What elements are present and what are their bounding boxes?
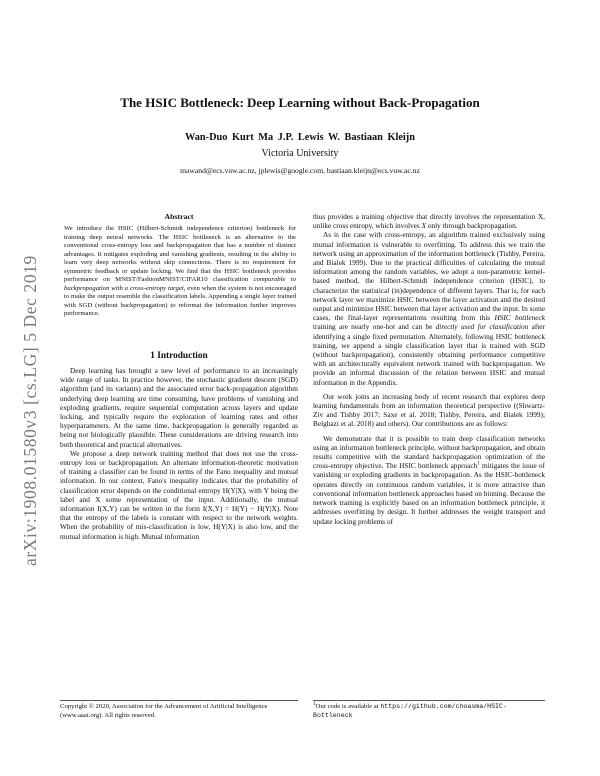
- right-column: [313, 212, 545, 526]
- body-paragraph: [313, 230, 545, 386]
- abstract-emphasis: comparable to backpropagation with a cross-entropy target: [64, 276, 297, 292]
- footnote-number: 1: [313, 701, 316, 707]
- body-paragraph: [313, 212, 545, 230]
- contribution-item: [313, 434, 545, 526]
- text-run: after identifying a single fixed permutation. Alternately, following HSIC bottleneck training, we append a single classification layer that is trained with SGD (without backpropagation), consistently obtaining performance competitive with an architecturally equivalent network trained with backpropagation. We provide an informal discussion of the relation between HSIC and mutual information in the Appendix.: [313, 322, 545, 387]
- paper-title: The HSIC Bottleneck: Deep Learning without Back-Propagation: [120, 95, 480, 110]
- author-emails: mawand@ecs.vuw.ac.nz, jplewis@google.com, bastiaan.kleijn@ecs.vuw.ac.nz: [180, 166, 420, 175]
- text-run: mitigates the issue of vanishing or exploding gradients in backpropagation. As the HSIC-bottleneck operates directly on continuous random variables, it is more attractive than conventional information bottleneck approaches based on binning. Because the network training is explicitly based on an information bottleneck principle, it addresses overfitting by design. It further addresses the weight transport and update locking problems of: [313, 461, 545, 526]
- intro-paragraph: We propose a deep network training method that does not use the cross-entropy loss or backpropagation. An alternate information-theoretic motivation of training a classifier can be found in terms of the Fano inequality and mutual information. In our context, Fano's inequality indicates that the probability of classification error depends on the conditional entropy H(Y|X), with Y being the label and X some representation of the input. Additionally, the mutual information I(X,Y) can be written in the form I(X,Y) = H(Y) − H(Y|X). Note that the entropy of the labels is constant with respect to the network weights. When the probability of mis-classification is low, H(Y|X) is also low, and the mutual information is high. Mutual information: [60, 448, 298, 541]
- abstract-text-part: , even when the system is not encouraged to make the output resemble the classification labels. Appending a single layer trained with SGD (without backpropagation) to reformat the information further improves performance.: [64, 284, 296, 317]
- footnote-marker: 1: [477, 461, 480, 467]
- abstract-text: [64, 225, 296, 319]
- abstract-heading: Abstract: [164, 212, 194, 221]
- code-link[interactable]: https://github.com/choasma/HSIC-Bottleneck: [313, 703, 507, 719]
- text-run: As is the case with cross-entropy, an algorithm trained exclusively using mutual information is vulnerable to overfitting. To address this we train the network using an approximation of the information bottleneck (Tishby, Pereira, and Bialek 1999). Due to the practical difficulties of calculating the mutual information among the random variables, we adopt a non-parametric kernel-based method, the Hilbert-Schmidt independence criterion (HSIC), to characterize the statistical (in)dependence of different layers. That is, for each network layer we maximize HSIC between the layer activation and the desired output and minimize HSIC between that layer activation and the input. In some cases, the final-layer representations resulting from this: [313, 230, 545, 323]
- emphasis: HSIC bottleneck: [494, 313, 545, 323]
- abstract-text-part: We introduce the HSIC (Hilbert-Schmidt independence criterion) bottleneck for training deep neural networks. The HSIC bottleneck is an alternative to the conventional cross-entropy loss and backpropagation that has a number of distinct advantages. It mitigates exploding and vanishing gradients, resulting in the ability to learn very deep networks without skip connections. There is no requirement for symmetric feedback or update locking. We find that the HSIC bottleneck provides performance on MNIST/FashionMNIST/CIFAR10 classification: [64, 225, 296, 283]
- intro-paragraph: Deep learning has brought a new level of performance to an increasingly wide range of tasks. In practice however, the stochastic gradient descent (SGD) algorithm (and its variants) and the associated error back-propagation algorithm underlying deep learning are time consuming, have problems of vanishing and exploding gradients, require sequential computation across layers and update locking, and typically require the exploration of learning rates and other hyperparameters. At the same time, backpropagation is generally regarded as being not biologically plausible. These considerations are driving research into both theoretical and practical alternatives.: [60, 366, 298, 449]
- emphasis: directly used for classification: [435, 322, 529, 332]
- affiliation: Victoria University: [261, 148, 339, 159]
- section-heading-introduction: 1 Introduction: [150, 351, 208, 361]
- body-paragraph: Our work joins an increasing body of recent research that explores deep learning fundamentals from an information theoretical perspective ((Shwartz-Ziv and Tishby 2017; Saxe et al. 2018; Tishby, Pereira, and Bialek 1999); Belghazi et al. 2018) and others). Our contributions are as follows:: [313, 391, 545, 429]
- footnote-text: Our code is available at: [315, 703, 381, 710]
- text-run: training are nearly one-hot and can be: [313, 322, 436, 332]
- text-run: thus provides a training objective that directly involves the representation X, unlike cross entropy, which involves: [313, 212, 545, 231]
- copyright-notice: Copyright © 2020, Association for the Advancement of Artificial Intelligence (www.aaai.org). All rights reserved.: [60, 700, 298, 720]
- text-run: only through backpropagation.: [426, 221, 518, 231]
- left-column: [60, 366, 298, 541]
- paper-authors: Wan-Duo Kurt Ma J.P. Lewis W. Bastiaan Kleijn: [185, 132, 415, 143]
- math-var: X: [421, 221, 427, 231]
- text-run: We demonstrate that it is possible to train deep classification networks using an information bottleneck principle, without backpropagation, and obtain results competitive with the standard backpropagation optimization of the cross-entropy objective. The HSIC bottleneck approach: [313, 433, 545, 471]
- arxiv-identifier: arXiv:1908.01580v3 [cs.LG] 5 Dec 2019: [20, 255, 40, 566]
- footnote: [313, 700, 545, 721]
